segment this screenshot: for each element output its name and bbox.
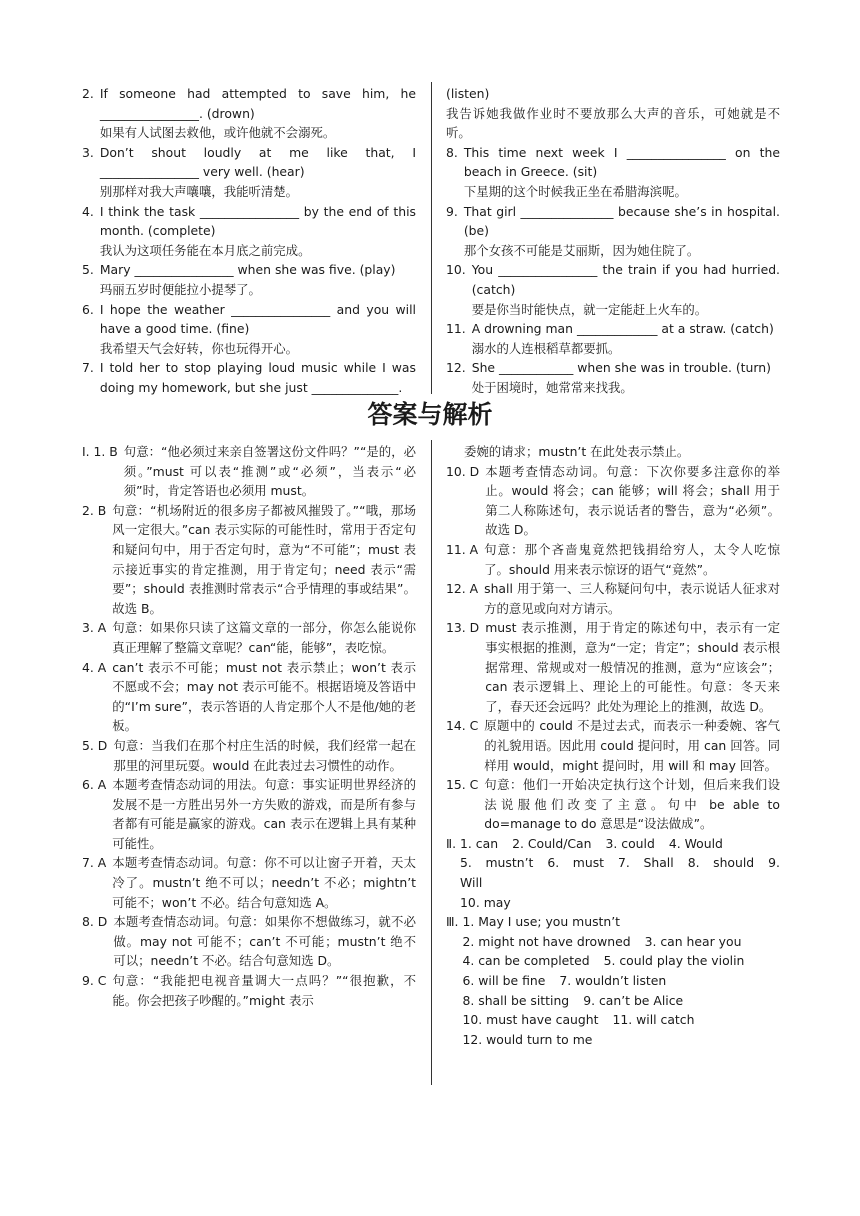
answer-entry: 10. may xyxy=(460,894,511,910)
exercise-item xyxy=(446,202,780,261)
exercise-body xyxy=(446,84,780,143)
column-divider-top xyxy=(431,82,432,394)
exercise-body xyxy=(472,358,780,397)
answer-number: Ⅰ. 1. B xyxy=(82,444,118,459)
answer-explanation: shall 用于第一、三人称疑问句中，表示说话人征求对方的意见或向对方请示。 xyxy=(484,581,780,616)
answer-entry: 1. can xyxy=(460,835,499,851)
answer-item xyxy=(82,912,416,971)
exercise-number: 12. xyxy=(446,360,466,376)
answer-explanation: 句意：“他必须过来亲自签署这份文件吗？”“是的，必须。”must 可以表“推测”或“必须”，当表示“必须”时，肯定答语也必须用 must。 xyxy=(123,444,416,499)
exercise-number: 3. xyxy=(82,144,94,160)
exercise-item xyxy=(82,358,416,397)
answer-explanation: 本题考查情态动词。句意：你不可以让窗子开着，天太冷了。mustn’t 绝不可以；needn’t 不必；mightn’t 可能不；won’t 不必。结合句意知选 A。 xyxy=(112,855,416,910)
answer-entry: 1. May I use; you mustn’t xyxy=(462,914,621,930)
exercise-item xyxy=(446,319,780,358)
exercise-number: 11. xyxy=(446,321,466,337)
exercise-item xyxy=(82,260,416,299)
exercise-column-right xyxy=(446,84,780,398)
answer-number: 6. A xyxy=(82,777,107,793)
answer-entry: 7. wouldn’t listen xyxy=(559,973,667,989)
exercise-number: 7. xyxy=(82,360,94,376)
answer-item xyxy=(82,736,416,775)
answer-line xyxy=(460,893,780,913)
answer-entry: 9. Will xyxy=(460,855,780,891)
answer-explanation: 句意：“机场附近的很多房子都被风摧毁了。”“哦，那场风一定很大。”can 表示实际的可能性时，常用于否定句和疑问句中，用于否定句时，意为“不可能”；must 表示接近事实的肯定推测，用于肯定句；need 表示“需要”；should 表推测时常表示“合乎情理的事或结果”。故选 B。 xyxy=(112,502,416,616)
answer-entry: 4. can be completed xyxy=(462,953,590,969)
exercise-translation: 我认为这项任务能在本月底之前完成。 xyxy=(99,242,311,258)
answer-entry: 4. Would xyxy=(668,835,723,851)
answer-item xyxy=(446,775,780,834)
answers-column-right xyxy=(446,442,780,1049)
answer-line xyxy=(462,912,780,932)
answer-entry: 2. might not have drowned xyxy=(462,933,631,949)
answer-number: 9. C xyxy=(82,973,107,989)
answer-entry: 10. must have caught xyxy=(462,1012,599,1028)
exercise-item xyxy=(446,143,780,202)
answer-line xyxy=(462,971,780,991)
exercise-sentence: I hope the weather ________________ and you will have a good time. (fine) xyxy=(99,301,416,337)
answer-entry: 2. Could/Can xyxy=(512,835,592,851)
exercise-body xyxy=(464,143,780,202)
exercise-number: 6. xyxy=(82,301,94,317)
answer-entry: 6. will be fine xyxy=(462,973,546,989)
answer-line xyxy=(462,991,780,1011)
exercise-number: 4. xyxy=(82,203,94,219)
exercise-body xyxy=(100,84,416,143)
exercise-body xyxy=(464,202,780,261)
exercise-translation: 如果有人试图去救他，或许他就不会溺死。 xyxy=(99,125,336,141)
exercise-sentence: I think the task ________________ by the end of this month. (complete) xyxy=(99,203,416,239)
exercise-body xyxy=(100,358,416,397)
answer-number: 14. C xyxy=(446,718,479,734)
answer-number: 3. A xyxy=(82,620,107,636)
exercise-body xyxy=(472,319,780,358)
answer-number: 11. A xyxy=(446,541,479,557)
section-3-answers xyxy=(446,912,780,1049)
column-divider-bottom xyxy=(431,440,432,1085)
exercise-translation: 处于困境时，她常常来找我。 xyxy=(471,379,633,395)
answer-entry: 8. should xyxy=(687,855,755,871)
answer-item xyxy=(82,658,416,736)
exercise-number: 5. xyxy=(82,262,94,278)
answer-item xyxy=(82,501,416,619)
exercise-translation: 玛丽五岁时便能拉小提琴了。 xyxy=(99,281,261,297)
answer-number: 8. D xyxy=(82,914,108,930)
exercise-sentence: I told her to stop playing loud music while I was doing my homework, but she just ______________. xyxy=(99,360,416,395)
exercise-item xyxy=(446,260,780,319)
answer-explanation: 句意：当我们在那个村庄生活的时候，我们经常一起在那里的河里玩耍。would 在此表过去习惯性的动作。 xyxy=(113,737,416,773)
answer-line xyxy=(462,1030,780,1050)
exercise-sentence: This time next week I ________________ on the beach in Greece. (sit) xyxy=(463,144,780,180)
answer-number: 10. D xyxy=(446,463,480,479)
exercise-translation: 溺水的人连根稻草都要抓。 xyxy=(471,340,621,356)
exercise-translation: 那个女孩不可能是艾丽斯，因为她住院了。 xyxy=(463,242,700,258)
exercise-sentence: If someone had attempted to save him, he ________________. (drown) xyxy=(99,86,416,121)
exercise-item xyxy=(82,202,416,261)
answer-line xyxy=(460,834,780,854)
answer-item xyxy=(446,462,780,540)
answer-item xyxy=(446,716,780,775)
answer-entry: 7. Shall xyxy=(618,855,674,871)
answer-explanation: 句意：“我能把电视音量调大一点吗？”“很抱歉，不能。你会把孩子吵醒的。”might 表示 xyxy=(112,973,416,1008)
section-2-label: Ⅱ. xyxy=(446,835,457,851)
answer-explanation: 句意：如果你只读了这篇文章的一部分，你怎么能说你真正理解了整篇文章呢？can“能，能够”，表吃惊。 xyxy=(112,620,416,655)
answer-explanation: 句意：那个吝啬鬼竟然把钱捐给穷人，太令人吃惊了。should 用来表示惊讶的语气“竟然”。 xyxy=(484,541,780,577)
exercise-number: 2. xyxy=(82,86,94,101)
exercise-translation: 下星期的这个时候我正坐在希腊海滨呢。 xyxy=(463,183,687,199)
exercise-body xyxy=(100,300,416,359)
answer-number: 12. A xyxy=(446,581,479,597)
answer-entry: 8. shall be sitting xyxy=(462,992,570,1008)
answer-item xyxy=(82,442,416,501)
exercise-number: 9. xyxy=(446,203,458,219)
answer-entry: 11. will catch xyxy=(612,1012,695,1028)
exercise-sentence: A drowning man _____________ at a straw. (catch) xyxy=(471,321,774,337)
answer-number: 7. A xyxy=(82,855,107,871)
exercise-translation: 我希望天气会好转，你也玩得开心。 xyxy=(99,340,299,356)
exercise-translation: 我告诉她我做作业时不要放那么大声的音乐，可她就是不听。 xyxy=(446,105,780,141)
answers-column-left xyxy=(82,442,416,1010)
answer-entry: 5. could play the violin xyxy=(603,953,745,969)
answer-explanation: must 表示推测，用于肯定的陈述句中，表示有一定事实根据的推测，意为“一定；肯定”；should 表示根据常理、常规或对一般情况的推测，意为“应该会”；can 表示逻辑上、理论上的可能性。句意：冬天来了，春天还会远吗？此处为理论上的推测，故选 D。 xyxy=(485,620,780,714)
answer-item xyxy=(446,579,780,618)
exercise-item xyxy=(82,300,416,359)
exercise-body xyxy=(472,260,780,319)
exercise-sentence: You ________________ the train if you had hurried. (catch) xyxy=(471,262,780,297)
answer-item xyxy=(82,971,416,1010)
answer-entry: 12. would turn to me xyxy=(462,1031,593,1047)
answer-number: 4. A xyxy=(82,659,107,675)
answer-explanation: 原题中的 could 不是过去式，而表示一种委婉、客气的礼貌用语。因此用 could 提问时，用 can 回答。同样用 would，might 提问时，用 will 和 may 回答。 xyxy=(484,718,780,773)
answer-number: 5. D xyxy=(82,737,108,753)
answer-explanation: 本题考查情态动词。句意：下次你要多注意你的举止。would 将会；can 能够；will 将会；shall 用于第二人称陈述句，表示说话者的警告，意为“必须”。故选 D。 xyxy=(485,463,780,538)
answer-number: 15. C xyxy=(446,777,479,793)
answer-entry: 9. can’t be Alice xyxy=(583,992,684,1008)
exercise-item xyxy=(82,143,416,202)
answer-explanation: 句意：他们一开始决定执行这个计划，但后来我们设法说服他们改变了主意。句中 be able to do=manage to do 意思是“设法做成”。 xyxy=(484,777,780,832)
answer-entry: 3. can hear you xyxy=(644,933,742,949)
answer-explanation: 本题考查情态动词。句意：如果你不想做练习，就不必做。may not 可能不；can’t 不可能；mustn’t 绝不可以；needn’t 不必。结合句意知选 D。 xyxy=(113,914,416,969)
answer-line xyxy=(460,853,780,892)
answer-item xyxy=(82,853,416,912)
exercise-sentence: (listen) xyxy=(446,86,490,101)
exercise-column-left xyxy=(82,84,416,398)
exercise-number: 10. xyxy=(446,262,466,278)
answer-line xyxy=(462,1010,780,1030)
answer-line xyxy=(462,932,780,952)
section-3-label: Ⅲ. xyxy=(446,914,459,930)
answer-number: 13. D xyxy=(446,620,480,636)
exercise-translation: 要是你当时能快点，就一定能赶上火车的。 xyxy=(471,301,708,317)
answer-line xyxy=(462,951,780,971)
exercise-sentence: Don’t shout loudly at me like that, I ________________ very well. (hear) xyxy=(99,144,416,180)
answer-item xyxy=(82,618,416,657)
exercise-item xyxy=(82,84,416,143)
answer-explanation: can’t 表示不可能；must not 表示禁止；won’t 表示不愿或不会；may not 表示可能不。根据语境及答语中的“I’m sure”，表示答语的人肯定那个人不是他/她的老板。 xyxy=(112,659,416,734)
section-title: 答案与解析 xyxy=(367,400,493,429)
answer-explanation: 本题考查情态动词的用法。句意：事实证明世界经济的发展不是一方胜出另外一方失败的游戏，而是所有参与者都有可能是赢家的游戏。can 表示在逻辑上具有某种可能性。 xyxy=(112,777,416,851)
exercise-body xyxy=(100,202,416,261)
exercise-sentence: Mary ________________ when she was five. (play) xyxy=(99,262,396,278)
exercise-sentence: She ____________ when she was in trouble. (turn) xyxy=(471,360,771,376)
answer-item xyxy=(446,540,780,579)
exercise-body xyxy=(100,260,416,299)
exercise-sentence: That girl _______________ because she’s in hospital. (be) xyxy=(463,203,780,239)
exercise-item xyxy=(446,84,780,143)
answer-entry: 5. mustn’t xyxy=(460,855,534,871)
answer-continuation: 委婉的请求；mustn’t 在此处表示禁止。 xyxy=(464,444,690,459)
answer-number: 2. B xyxy=(82,502,107,518)
exercise-body xyxy=(100,143,416,202)
exercise-translation: 别那样对我大声嚷嚷，我能听清楚。 xyxy=(99,183,299,199)
answer-item xyxy=(82,775,416,853)
exercise-number: 8. xyxy=(446,144,458,160)
answer-entry: 3. could xyxy=(605,835,655,851)
answer-item xyxy=(446,618,780,716)
section-2-answers xyxy=(446,834,780,912)
exercise-item xyxy=(446,358,780,397)
answer-entry: 6. must xyxy=(547,855,605,871)
